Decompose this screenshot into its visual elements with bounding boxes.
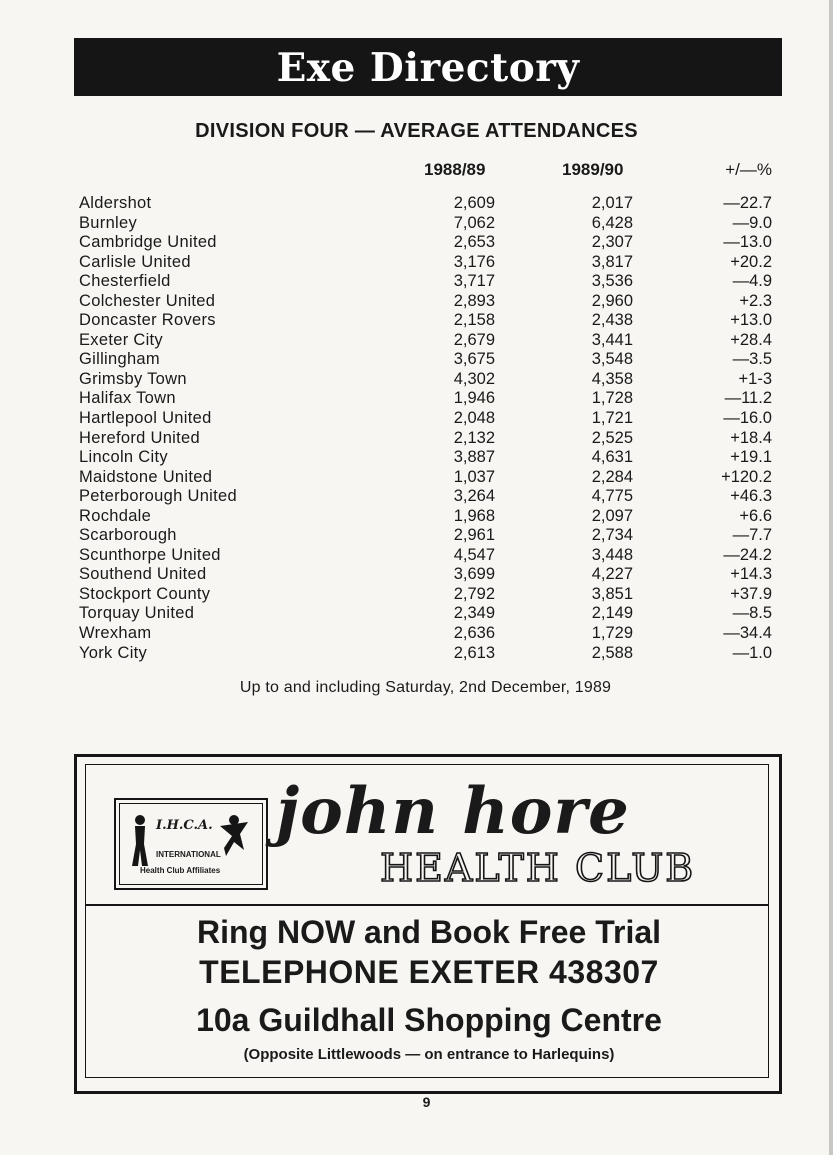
team-name: Aldershot bbox=[79, 194, 152, 212]
team-name: Scarborough bbox=[79, 526, 177, 545]
table-row bbox=[0, 429, 833, 449]
attendance-1988-89: 4,302 bbox=[453, 369, 495, 388]
change-percent: —24.2 bbox=[723, 545, 772, 564]
attendance-1989-90: 4,631 bbox=[591, 448, 633, 467]
column-header-1988-89: 1988/89 bbox=[424, 160, 486, 179]
column-header-1989-90: 1989/90 bbox=[562, 160, 624, 179]
attendance-1988-89: 1,037 bbox=[453, 467, 495, 486]
team-name: Halifax Town bbox=[79, 389, 176, 408]
table-row bbox=[0, 214, 833, 234]
attendance-1989-90: 2,097 bbox=[591, 506, 633, 525]
page-banner: Exe Directory bbox=[74, 38, 782, 96]
team-name: Southend United bbox=[79, 565, 207, 584]
attendance-1989-90: 2,525 bbox=[591, 428, 633, 447]
table-row bbox=[0, 370, 833, 390]
attendance-1989-90: 1,729 bbox=[591, 624, 633, 643]
attendance-1988-89: 3,675 bbox=[453, 350, 495, 369]
advert-line-directions: (Opposite Littlewoods — on entrance to Harlequins) bbox=[243, 1046, 615, 1063]
change-percent: +28.4 bbox=[730, 330, 772, 349]
change-percent: +6.6 bbox=[739, 506, 772, 525]
attendance-1988-89: 2,132 bbox=[453, 428, 495, 447]
attendance-1988-89: 2,653 bbox=[453, 233, 495, 252]
attendance-1989-90: 2,588 bbox=[591, 643, 633, 662]
logo-line1: INTERNATIONAL bbox=[156, 850, 221, 859]
team-name: Hereford United bbox=[79, 428, 200, 447]
change-percent: —7.7 bbox=[732, 526, 772, 545]
table-row bbox=[0, 644, 833, 664]
attendance-1988-89: 1,946 bbox=[453, 389, 495, 408]
table-row bbox=[0, 311, 833, 331]
table-row bbox=[0, 194, 833, 214]
attendance-1989-90: 4,775 bbox=[591, 487, 633, 506]
table-row bbox=[0, 331, 833, 351]
advert-line-telephone: TELEPHONE EXETER 438307 bbox=[199, 954, 659, 990]
change-percent: +20.2 bbox=[730, 252, 772, 271]
team-name: Gillingham bbox=[79, 350, 160, 369]
attendance-1988-89: 3,699 bbox=[453, 565, 495, 584]
attendance-1989-90: 1,728 bbox=[591, 389, 633, 408]
attendance-1989-90: 1,721 bbox=[591, 409, 633, 428]
table-row bbox=[0, 253, 833, 273]
change-percent: +14.3 bbox=[730, 565, 772, 584]
attendance-1988-89: 4,547 bbox=[453, 545, 495, 564]
table-row bbox=[0, 448, 833, 468]
table-row bbox=[0, 526, 833, 546]
attendance-1988-89: 2,679 bbox=[453, 330, 495, 349]
change-percent: —1.0 bbox=[732, 643, 772, 662]
attendance-1988-89: 1,968 bbox=[453, 506, 495, 525]
page-number: 9 bbox=[422, 1094, 431, 1110]
ihca-logo bbox=[114, 798, 268, 890]
attendance-table bbox=[0, 194, 833, 663]
team-name: Maidstone United bbox=[79, 467, 213, 486]
attendance-1988-89: 3,264 bbox=[453, 487, 495, 506]
change-percent: +120.2 bbox=[721, 467, 772, 486]
team-name: Peterborough United bbox=[79, 487, 237, 506]
change-percent: +18.4 bbox=[730, 428, 772, 447]
table-row bbox=[0, 389, 833, 409]
attendance-1989-90: 3,441 bbox=[591, 330, 633, 349]
attendance-1988-89: 2,961 bbox=[453, 526, 495, 545]
attendance-1989-90: 6,428 bbox=[591, 213, 633, 232]
change-percent: —3.5 bbox=[732, 350, 772, 369]
team-name: Rochdale bbox=[79, 506, 152, 525]
attendance-1988-89: 2,636 bbox=[453, 624, 495, 643]
advert-brand-name: john hore bbox=[276, 774, 630, 849]
change-percent: +37.9 bbox=[730, 584, 772, 603]
table-row bbox=[0, 468, 833, 488]
athlete-figure-icon bbox=[126, 812, 154, 868]
attendance-1988-89: 3,176 bbox=[453, 252, 495, 271]
logo-initials: I.H.C.A. bbox=[156, 818, 213, 833]
team-name: Stockport County bbox=[79, 584, 211, 603]
change-percent: —4.9 bbox=[732, 272, 772, 291]
table-row bbox=[0, 292, 833, 312]
change-percent: —34.4 bbox=[723, 624, 772, 643]
change-percent: —22.7 bbox=[723, 194, 772, 212]
attendance-1989-90: 3,851 bbox=[591, 584, 633, 603]
attendance-1989-90: 3,817 bbox=[591, 252, 633, 271]
gymnast-figure-icon bbox=[214, 812, 254, 868]
change-percent: —13.0 bbox=[723, 233, 772, 252]
table-row bbox=[0, 546, 833, 566]
team-name: Burnley bbox=[79, 213, 138, 232]
team-name: Chesterfield bbox=[79, 272, 171, 291]
attendance-1989-90: 2,017 bbox=[591, 194, 633, 212]
advert-divider bbox=[86, 904, 768, 906]
table-row bbox=[0, 604, 833, 624]
team-name: Hartlepool United bbox=[79, 409, 212, 428]
team-name: Scunthorpe United bbox=[79, 545, 221, 564]
attendance-1989-90: 3,536 bbox=[591, 272, 633, 291]
table-row bbox=[0, 350, 833, 370]
change-percent: —9.0 bbox=[732, 213, 772, 232]
attendance-1988-89: 7,062 bbox=[453, 213, 495, 232]
change-percent: +1-3 bbox=[738, 369, 772, 388]
table-row bbox=[0, 585, 833, 605]
attendance-1988-89: 2,609 bbox=[453, 194, 495, 212]
column-header-change: +/—% bbox=[725, 160, 772, 179]
attendance-1989-90: 3,448 bbox=[591, 545, 633, 564]
attendance-1989-90: 2,438 bbox=[591, 311, 633, 330]
advert-line-trial: Ring NOW and Book Free Trial bbox=[196, 914, 662, 950]
attendance-1989-90: 4,358 bbox=[591, 369, 633, 388]
table-row bbox=[0, 487, 833, 507]
team-name: Colchester United bbox=[79, 291, 216, 310]
attendance-1989-90: 3,548 bbox=[591, 350, 633, 369]
team-name: Doncaster Rovers bbox=[79, 311, 216, 330]
logo-line2: Health Club Affiliates bbox=[140, 866, 221, 875]
table-row bbox=[0, 565, 833, 585]
attendance-1988-89: 2,349 bbox=[453, 604, 495, 623]
attendance-1988-89: 2,613 bbox=[453, 643, 495, 662]
team-name: Cambridge United bbox=[79, 233, 217, 252]
attendance-1989-90: 2,307 bbox=[591, 233, 633, 252]
change-percent: +46.3 bbox=[730, 487, 772, 506]
attendance-1988-89: 2,048 bbox=[453, 409, 495, 428]
advert-line-address: 10a Guildhall Shopping Centre bbox=[196, 1002, 662, 1038]
table-row bbox=[0, 272, 833, 292]
team-name: Wrexham bbox=[79, 624, 152, 643]
team-name: Carlisle United bbox=[79, 252, 191, 271]
change-percent: —11.2 bbox=[724, 389, 772, 408]
change-percent: +2.3 bbox=[739, 291, 772, 310]
team-name: Torquay United bbox=[79, 604, 195, 623]
change-percent: —8.5 bbox=[732, 604, 772, 623]
attendance-1989-90: 4,227 bbox=[591, 565, 633, 584]
attendance-1988-89: 3,717 bbox=[453, 272, 495, 291]
attendance-1988-89: 2,158 bbox=[453, 311, 495, 330]
change-percent: +13.0 bbox=[730, 311, 772, 330]
attendance-1989-90: 2,284 bbox=[591, 467, 633, 486]
table-row bbox=[0, 233, 833, 253]
advert-subbrand: HEALTH CLUB bbox=[380, 846, 696, 890]
team-name: Lincoln City bbox=[79, 448, 168, 467]
change-percent: +19.1 bbox=[730, 448, 772, 467]
change-percent: —16.0 bbox=[723, 409, 772, 428]
attendance-1988-89: 2,893 bbox=[453, 291, 495, 310]
attendance-1988-89: 2,792 bbox=[453, 584, 495, 603]
table-row bbox=[0, 409, 833, 429]
team-name: York City bbox=[79, 643, 148, 662]
attendance-1989-90: 2,734 bbox=[591, 526, 633, 545]
table-row bbox=[0, 624, 833, 644]
footnote: Up to and including Saturday, 2nd December, 1989 bbox=[239, 679, 612, 696]
team-name: Exeter City bbox=[79, 330, 163, 349]
attendance-1989-90: 2,960 bbox=[591, 291, 633, 310]
attendance-1988-89: 3,887 bbox=[453, 448, 495, 467]
table-row bbox=[0, 507, 833, 527]
table-heading: DIVISION FOUR — AVERAGE ATTENDANCES bbox=[195, 120, 638, 142]
team-name: Grimsby Town bbox=[79, 369, 187, 388]
attendance-1989-90: 2,149 bbox=[591, 604, 633, 623]
